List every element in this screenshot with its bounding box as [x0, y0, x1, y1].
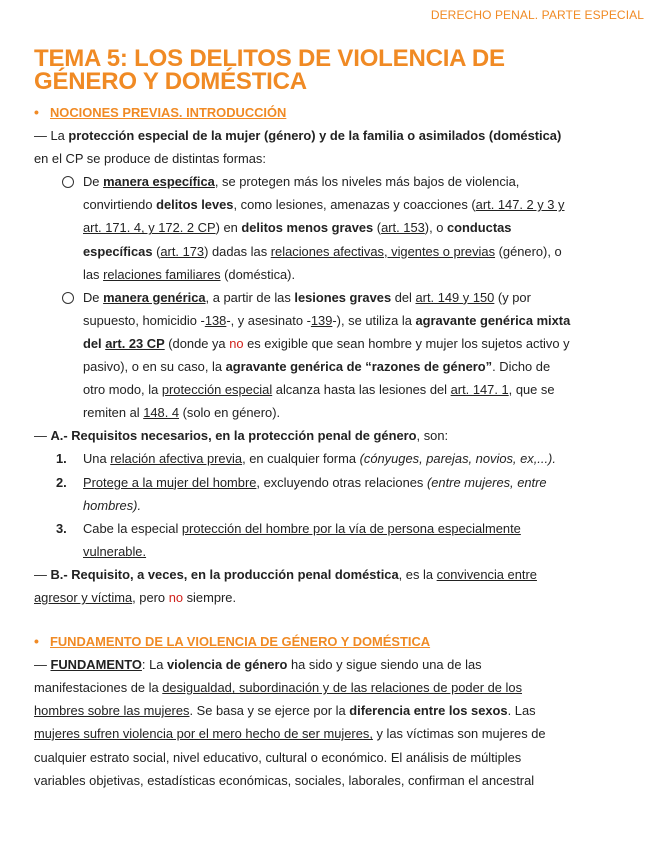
- running-header: DERECHO PENAL. PARTE ESPECIAL: [430, 8, 644, 22]
- bold-text: protección especial de la mujer (género) y de la familia o asimilados (doméstica): [68, 128, 562, 144]
- article-ref: art. 173: [160, 243, 205, 259]
- article-ref: 148. 4: [143, 405, 180, 421]
- text: , son:: [416, 428, 449, 444]
- text: . Dicho de: [492, 359, 551, 375]
- term-manera-especifica: manera específica: [103, 174, 215, 190]
- option-especifica: [34, 170, 624, 285]
- numbered-item-1: [34, 447, 624, 470]
- text: . Las: [507, 703, 536, 719]
- requisitos-a-heading: [34, 424, 624, 447]
- text: , es la: [398, 566, 437, 582]
- underlined-text: protección especial: [161, 382, 273, 398]
- text: , pero: [132, 589, 169, 605]
- term-manera-generica: manera genérica: [103, 289, 206, 305]
- em-dash: —: [34, 566, 51, 582]
- text: -, y asesinato -: [226, 312, 311, 328]
- article-ref: art. 171. 4, y 172. 2 CP: [83, 220, 216, 236]
- underlined-text: protección del hombre por la vía de persona especialmente: [181, 520, 521, 536]
- fundamento-label: FUNDAMENTO: [50, 657, 142, 673]
- text: , excluyendo otras relaciones: [256, 474, 427, 490]
- text: convirtiendo: [83, 197, 157, 213]
- text: (solo en género).: [179, 405, 281, 421]
- bold-text: del: [83, 335, 106, 351]
- italic-text: (cónyuges, parejas, novios, ex,...).: [359, 451, 556, 467]
- bold-text: agravante genérica mixta: [415, 312, 571, 328]
- hollow-circle-bullet-icon: [62, 292, 74, 304]
- article-ref: art. 147. 2 y 3 y: [475, 197, 565, 213]
- bold-text: agravante genérica de “razones de género”: [225, 359, 493, 375]
- text: las: [83, 266, 104, 282]
- fundamento-paragraph: [34, 653, 624, 792]
- text: del: [391, 289, 416, 305]
- bold-text: A.- Requisitos necesarios, en la protección penal de género: [50, 428, 417, 444]
- numbered-item-2: [34, 471, 624, 517]
- underlined-text: relaciones afectivas, vigentes o previas: [270, 243, 496, 259]
- section-heading-text: NOCIONES PREVIAS. INTRODUCCIÓN: [50, 105, 287, 120]
- text: La: [50, 128, 69, 144]
- item-number: 1.: [56, 451, 67, 467]
- text: supuesto, homicidio -: [83, 312, 205, 328]
- text: , en cualquier forma: [242, 451, 360, 467]
- text: en el CP se produce de distintas formas:: [34, 151, 266, 167]
- em-dash: —: [34, 428, 51, 444]
- underlined-text: hombres sobre las mujeres: [34, 703, 190, 719]
- italic-text: (entre mujeres, entre: [426, 474, 547, 490]
- text: (género), o: [495, 243, 562, 259]
- option-generica: [34, 286, 624, 425]
- text: es exigible que sean hombre y mujer los sujetos activo y: [243, 335, 570, 351]
- page-title: [34, 47, 634, 93]
- bold-text: específicas: [83, 243, 153, 259]
- text: ha sido y sigue siendo una de las: [287, 657, 482, 673]
- text: variables objetivas, estadísticas económicas, sociales, laborales, confirman el ancestral: [34, 772, 535, 788]
- text: ) en: [215, 220, 242, 236]
- text: pasivo), o en su caso, la: [83, 359, 226, 375]
- bold-text: delitos leves: [156, 197, 234, 213]
- text: remiten al: [83, 405, 144, 421]
- article-ref: art. 149 y 150: [415, 289, 495, 305]
- bold-text: conductas: [447, 220, 512, 236]
- underlined-text: convivencia entre: [436, 566, 537, 582]
- bold-text: violencia de género: [167, 657, 288, 673]
- bold-text: delitos menos graves: [241, 220, 374, 236]
- item-number: 2.: [56, 474, 67, 490]
- text: (: [373, 220, 382, 236]
- underlined-text: relación afectiva previa: [110, 451, 243, 467]
- text: Cabe la especial: [83, 520, 182, 536]
- text: (donde ya: [164, 335, 230, 351]
- text: : La: [141, 657, 168, 673]
- spacer: [34, 609, 624, 630]
- title-line-1: TEMA 5: LOS DELITOS DE VIOLENCIA DE: [34, 45, 505, 72]
- section-heading-nociones: [34, 101, 624, 124]
- article-ref: 138: [204, 312, 227, 328]
- text: De: [83, 289, 104, 305]
- red-text: no: [168, 589, 184, 605]
- text: , se protegen más los niveles más bajos de violencia,: [214, 174, 520, 190]
- red-text: no: [229, 335, 244, 351]
- text: ) dadas las: [204, 243, 271, 259]
- text: alcanza hasta las lesiones del: [272, 382, 451, 398]
- text: . Se basa y se ejerce por la: [189, 703, 350, 719]
- text: manifestaciones de la: [34, 680, 163, 696]
- numbered-item-3: [34, 517, 624, 563]
- underlined-text: vulnerable.: [83, 543, 147, 559]
- text: (: [152, 243, 161, 259]
- section-heading-text: FUNDAMENTO DE LA VIOLENCIA DE GÉNERO Y DOMÉSTICA: [50, 634, 431, 650]
- text: De: [83, 174, 104, 190]
- underlined-text: Protege a la mujer del hombre: [83, 474, 257, 490]
- bullet-icon: •: [34, 104, 39, 120]
- bold-text: B.- Requisito, a veces, en la producción penal doméstica: [50, 566, 399, 582]
- bold-text: lesiones graves: [294, 289, 392, 305]
- text: (doméstica).: [220, 266, 296, 282]
- text: -), se utiliza la: [332, 312, 416, 328]
- em-dash: —: [34, 128, 51, 144]
- bullet-icon: •: [34, 633, 39, 650]
- text: , a partir de las: [205, 289, 295, 305]
- underlined-text: agresor y víctima: [34, 589, 133, 605]
- underlined-text: desigualdad, subordinación y de las relaciones de poder de los: [162, 680, 523, 696]
- text: otro modo, la: [83, 382, 162, 398]
- requisito-b-paragraph: [34, 563, 624, 609]
- em-dash: —: [34, 657, 51, 673]
- bold-text: diferencia entre los sexos: [349, 703, 508, 719]
- intro-paragraph: [34, 124, 624, 170]
- article-ref: 139: [310, 312, 333, 328]
- text: siempre.: [183, 589, 237, 605]
- section-heading-fundamento: [34, 630, 624, 653]
- article-ref: art. 147. 1: [450, 382, 509, 398]
- text: (y por: [494, 289, 531, 305]
- text: ), o: [424, 220, 448, 236]
- text: , que se: [508, 382, 555, 398]
- document-body: [34, 101, 624, 792]
- hollow-circle-bullet-icon: [62, 176, 74, 188]
- title-line-2: GÉNERO Y DOMÉSTICA: [34, 68, 307, 95]
- underlined-text: mujeres sufren violencia por el mero hecho de ser mujeres,: [34, 726, 373, 742]
- text: Una: [83, 451, 111, 467]
- text: cualquier estrato social, nivel educativo, cultural o económico. El análisis de múltiples: [34, 749, 522, 765]
- underlined-text: relaciones familiares: [103, 266, 221, 282]
- item-number: 3.: [56, 520, 67, 536]
- italic-text: hombres).: [83, 497, 142, 513]
- article-ref: art. 23 CP: [105, 335, 165, 351]
- text: y las víctimas son mujeres de: [372, 726, 546, 742]
- article-ref: art. 153: [381, 220, 425, 236]
- text: , como lesiones, amenazas y coacciones (: [233, 197, 476, 213]
